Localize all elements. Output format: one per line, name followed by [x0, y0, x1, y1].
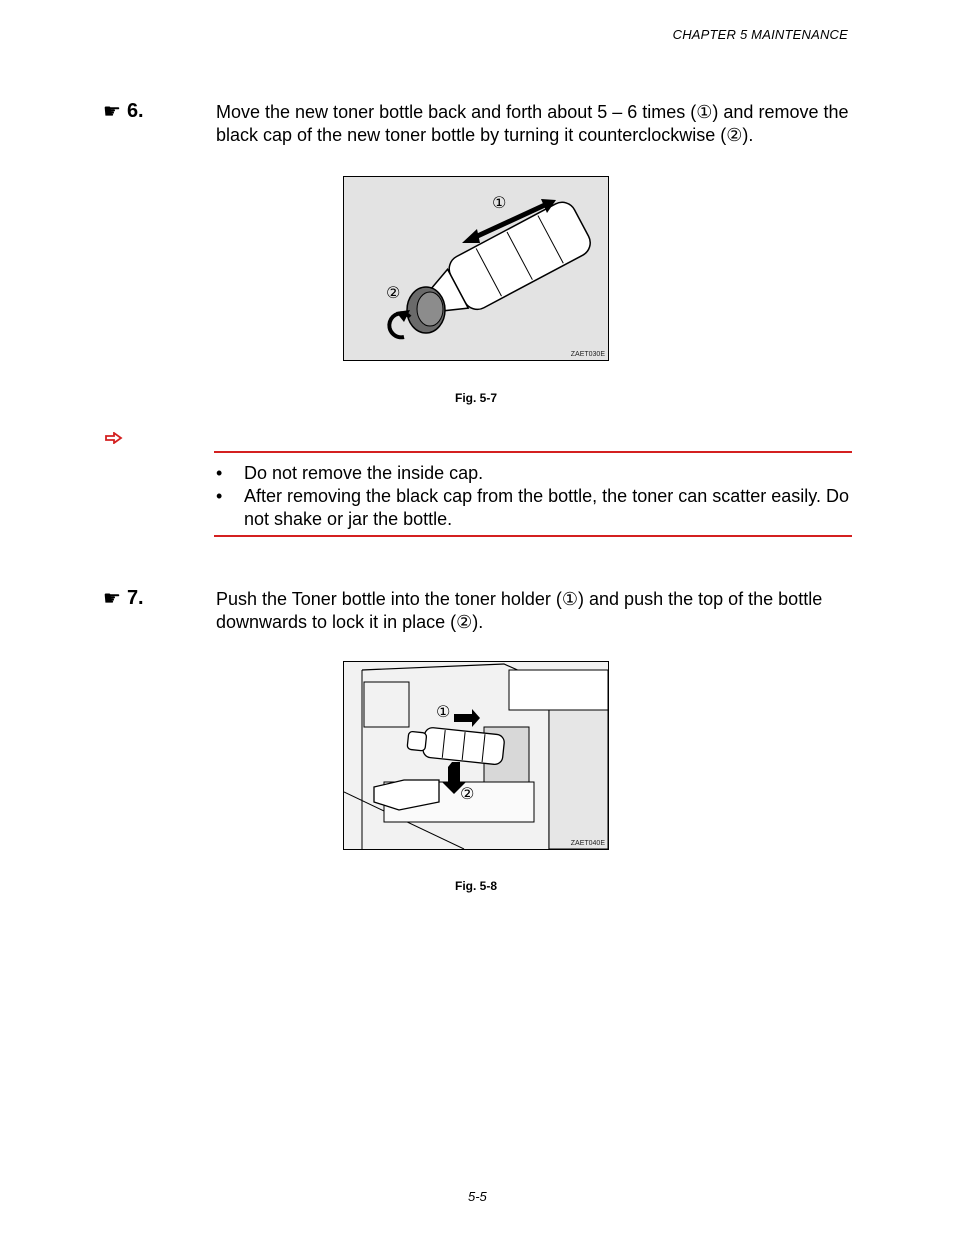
figure-code: ZAET030E: [570, 351, 605, 358]
page-number: 5-5: [468, 1189, 487, 1204]
callout-2: ②: [460, 786, 475, 803]
caution-list: [214, 462, 850, 531]
caution-item: • After removing the black cap from the bottle, the toner can scatter easily. Do not shake or jar the bottle.: [216, 486, 849, 529]
chapter-header: CHAPTER 5 MAINTENANCE: [672, 27, 848, 42]
step-6-marker: [103, 99, 144, 124]
step-7-marker: [103, 586, 144, 611]
step-number: 6.: [126, 100, 144, 122]
figure-caption: Fig. 5-8: [455, 879, 498, 893]
caution-item: • Do not remove the inside cap.: [216, 463, 484, 483]
figure-caption: Fig. 5-7: [455, 391, 498, 405]
figure-code: ZAET040E: [570, 840, 605, 847]
step-7-text: Push the Toner bottle into the toner holder (①) and push the top of the bottle downwards to lock it in place (②).: [216, 589, 823, 632]
callout-1: ①: [492, 195, 507, 212]
copier-illustration: [344, 662, 608, 849]
toner-bottle-illustration: [344, 177, 608, 360]
callout-1: ①: [436, 704, 451, 721]
caution-box: [214, 451, 852, 537]
pointing-hand-icon: ☛: [103, 588, 121, 610]
callout-2: ②: [386, 285, 401, 302]
step-6-text: Move the new toner bottle back and forth about 5 – 6 times (①) and remove the black cap of the new toner bottle by turning it counterclockwise (②).: [216, 102, 849, 145]
figure-toner-bottle-cap: [343, 176, 609, 361]
figure-toner-insert: [343, 661, 609, 850]
caution-hand-icon: [105, 432, 123, 444]
step-number: 7.: [126, 587, 144, 609]
pointing-hand-icon: ☛: [103, 101, 121, 123]
